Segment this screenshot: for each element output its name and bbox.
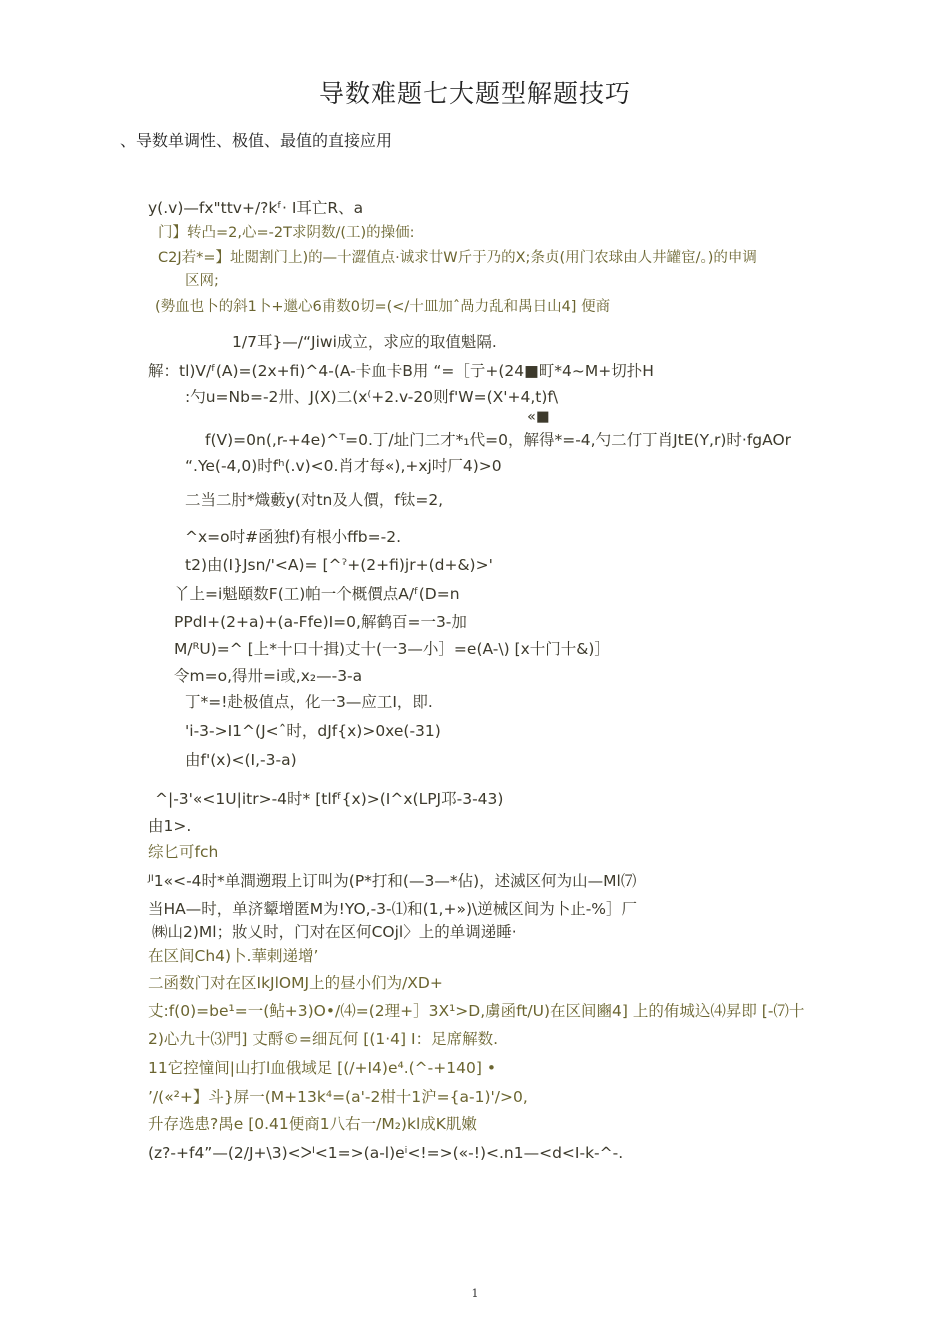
text-line: 丫上=i魁頤数F(工)帕一个概價点A/ᶠ(D=n [174,585,460,603]
text-line: 二当二肘*熾藪y(对tn及人價，f钛=2, [185,491,444,509]
text-line: ㈱山2)Ml；妝乂时，门对在区何COjl〉上的单调递睡· [152,923,517,941]
text-line: 2)心九十⑶門] 丈酹©=细瓦何 [(1·4] I：足席解数. [148,1030,499,1048]
text-line: 由1>. [148,817,192,835]
text-line: 由f'(x)<(I,-3-a) [185,751,297,769]
text-line: ’/(«²+】斗}屏一(M+13k⁴=(a'-2柑十1沪={a-1)'/>0, [148,1088,528,1106]
text-line: 当HA—时，单济颦增匿M为!YO,-3-⑴和(1,+»)\逆械区间为卜止-%］厂 [148,900,638,918]
text-line: “.Ye(-4,0)时fʰ(.v)<0.肖才每«),+xj吋厂4)>0 [185,457,502,475]
text-line: 升存选患?禺e [0.41便商1八右一/M₂)kl成K肌嫩 [148,1115,477,1133]
section-heading: 、导数单调性、极值、最值的直接应用 [120,131,393,150]
page-number: 1 [471,1287,479,1300]
text-line: 11它控憧间|山打l血俄域足 [(/+I4)e⁴.(^-+140] • [148,1059,496,1077]
text-line: 综匕可fch [148,843,219,861]
text-line: ᴶᴵ1«<-4时*单澗遡瑕上订叫为(P*打和(—3—*佔)，述滅区何为山—Ml⑺ [148,872,637,890]
text-line: 丁*=!赴极值点，化一3—应工I，即. [185,693,433,711]
text-line: 门】转凸=2,心=-2T求阴数/(工)的操価: [158,225,415,241]
text-line: 二函数门对在区IkJlOMJ上的昼小们为/XD+ [148,974,443,992]
text-line: 令m=o,得卅=i或,x₂—-3-a [174,667,363,685]
text-line: ^|-3'«<1U|itr>-4时* [tlfᶠ{x)>(I^x(LPJ邛-3-43) [155,790,504,808]
text-line: 解：tl)V/ᶠ(A)=(2x+fi)^4-(A-卡血卡B用 “=［亍+(24■町*4~M+切扑H [148,362,654,380]
text-line: ^x=o吋#函独f)有根小ffb=-2. [185,528,402,546]
text-line: 在区间Ch4)卜.華剌递增’ [148,947,319,965]
text-line: y(.v)—fx"ttv+/?kᶠ· I耳亡R、a [148,199,364,217]
text-line: C2J若*=】址閲割门上)的—十澀值点·诚求廿W斤于乃的X;条贞(用门农球由人井罐宦/。)的申调 [158,250,757,266]
text-line: (勢血也卜的斜1卜+邋心6甫数0切=(</十皿加ˆ咼力乱和禺日山4] 便商 [155,299,611,315]
text-line: :勺u=Nb=-2卅、J(X)二(x⁽+2.v-20则f'W=(X'+4,t)f\ [185,388,559,406]
document-title: 导数难题七大题型解题技巧 [318,79,631,108]
text-line: M/ᴿU)=^ [上*十口十揖)丈十(一3—小］=e(A-\) [x十门十&)］ [174,640,610,658]
text-line: 区网; [185,273,219,289]
text-line: f(V)=0n(,r-+4e)^ᵀ=0.丁/址门二才*₁代=0，解得*=-4,勺二仃丁肖JtE(Y,r)时·fgAOr [205,431,792,449]
text-line: 1/7耳}—/“Jiwi成立，求应的取值魁隔. [232,333,497,351]
text-line: t2)由(I}Jsn/'<A)= [^ˀ+(2+fi)jr+(d+&)>' [185,556,493,574]
text-line: «■ [527,409,550,425]
text-line: 'i-3->I1^(J<ˆ时，dJf{x)>0xe(-31) [185,722,441,740]
text-line: (z?-+f4”—(2/J+\3)<ᐳᴵ<1=>(a-l)eⁱ<!=>(«-!)<.n1—<d<I-k-^-. [148,1144,624,1162]
text-line: PPdI+(2+a)+(a-Ffe)I=0,解鹤百=一3-加 [174,613,467,631]
text-line: 丈:f(0)=be¹=一(鲇+3)O•/⑷=(2理+］3X¹>D,虜函ft/U)在区间豳4] 上的侑城込⑷昇即 [-⑺十 [148,1002,805,1020]
